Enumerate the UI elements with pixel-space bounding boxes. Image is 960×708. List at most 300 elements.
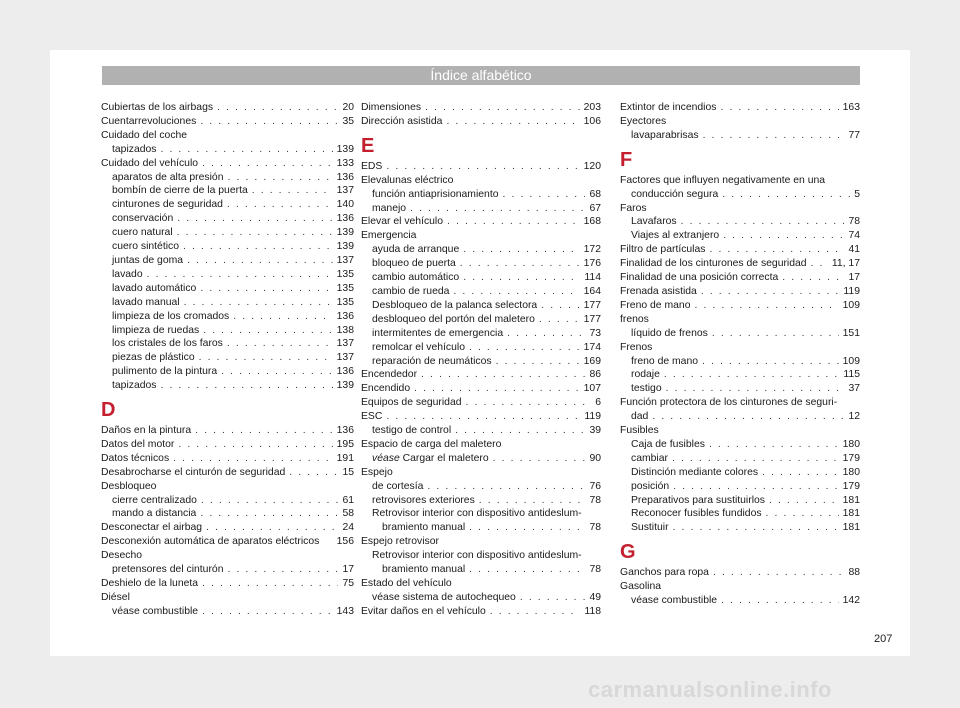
index-heading: Gasolina <box>620 581 662 593</box>
index-entry-term: retrovisores exteriores <box>372 494 475 506</box>
dot-leader <box>463 243 579 257</box>
dot-leader <box>160 143 332 157</box>
index-entry <box>620 299 860 313</box>
index-entry-term: Freno de mano <box>620 299 691 311</box>
dot-leader <box>463 271 580 285</box>
index-entry <box>361 424 601 438</box>
index-entry <box>620 229 860 243</box>
section-letter: F <box>620 148 633 171</box>
index-entry-page: 133 <box>336 157 354 169</box>
index-entry-page: 49 <box>589 591 601 603</box>
index-entry-page: 176 <box>583 258 601 270</box>
index-entry <box>361 452 601 466</box>
index-entry-page: 109 <box>842 355 860 367</box>
index-entry-term: Frenada asistida <box>620 285 697 297</box>
dot-leader <box>289 466 338 480</box>
index-entry-page: 137 <box>336 352 354 364</box>
dot-leader <box>427 480 585 494</box>
index-entry <box>620 480 860 494</box>
index-heading: Emergencia <box>361 230 417 242</box>
dot-leader <box>386 410 580 424</box>
index-entry-page: 37 <box>848 383 860 395</box>
index-entry-term: Cubiertas de los airbags <box>101 102 214 113</box>
index-entry-page: 140 <box>336 199 354 211</box>
index-entry-page: 181 <box>842 522 860 534</box>
index-entry-term: Evitar daños en el vehículo <box>361 605 486 617</box>
index-entry-page: 6 <box>595 397 601 409</box>
index-entry-page: 20 <box>342 102 354 113</box>
index-entry-term: Daños en la pintura <box>101 425 192 437</box>
dot-leader <box>228 171 333 185</box>
index-entry-page: 180 <box>842 466 860 478</box>
dot-leader <box>496 355 580 369</box>
dot-leader <box>782 271 844 285</box>
dot-leader <box>479 494 586 508</box>
index-entry-term: piezas de plástico <box>112 352 195 364</box>
index-entry-term: Deshielo de la luneta <box>101 578 199 589</box>
index-entry <box>101 452 354 466</box>
index-entry-term: Distinción mediante colores <box>631 466 759 478</box>
index-entry-page: 203 <box>583 102 601 113</box>
dot-leader <box>227 563 338 577</box>
index-entry-term: Caja de fusibles <box>631 438 705 450</box>
index-entry-term: véase sistema de autochequeo <box>372 591 516 603</box>
index-entry-page: 195 <box>336 438 354 450</box>
index-entry <box>101 310 354 324</box>
index-entry <box>101 535 354 549</box>
dot-leader <box>183 240 333 254</box>
index-entry-page: 86 <box>589 369 601 381</box>
index-entry <box>361 271 601 285</box>
dot-leader <box>811 257 828 271</box>
index-entry-page: 88 <box>848 567 860 579</box>
index-entry <box>620 566 860 580</box>
dot-leader <box>723 229 844 243</box>
index-entry-page: 191 <box>336 452 354 464</box>
dot-leader <box>766 507 839 521</box>
section-letter: D <box>101 399 116 422</box>
index-entry <box>620 438 860 452</box>
index-entry-term: Filtro de partículas <box>620 244 706 256</box>
index-entry-term: desbloqueo del portón del maletero <box>372 313 535 325</box>
index-entry <box>620 507 860 521</box>
index-entry-page: 136 <box>336 310 354 322</box>
index-entry-term: Desbloqueo de la palanca selectora <box>372 299 538 311</box>
index-entry-page: 163 <box>842 102 860 113</box>
index-entry-term: Cuidado del vehículo <box>101 157 199 169</box>
index-entry-page: 180 <box>842 438 860 450</box>
index-entry <box>101 494 354 508</box>
index-entry-page: 41 <box>848 244 860 256</box>
index-entry <box>620 101 860 115</box>
index-entry-page: 109 <box>842 299 860 311</box>
section-letter: G <box>620 541 636 564</box>
dot-leader <box>227 337 333 351</box>
dot-leader <box>447 215 580 229</box>
dot-leader <box>664 368 840 382</box>
index-entry-term: los cristales de los faros <box>112 338 223 350</box>
index-entry <box>101 101 354 115</box>
index-entry-term: aparatos de alta presión <box>112 171 224 183</box>
dot-leader <box>202 605 333 619</box>
index-entry-page: 90 <box>589 452 601 464</box>
index-entry-term: Reconocer fusibles fundidos <box>631 508 762 520</box>
index-entry <box>101 143 354 157</box>
index-entry <box>620 521 860 535</box>
index-entry <box>361 313 601 327</box>
index-entry <box>361 563 601 577</box>
index-entry-term: cambiar <box>631 452 668 464</box>
dot-leader <box>195 424 333 438</box>
index-entry <box>620 327 860 341</box>
dot-leader <box>673 480 839 494</box>
index-entry <box>101 507 354 521</box>
index-entry <box>101 577 354 591</box>
index-entry <box>620 594 860 608</box>
index-entry-term: conducción segura <box>631 188 719 200</box>
dot-leader <box>709 243 844 257</box>
index-entry-term: bramiento manual <box>382 522 466 534</box>
index-entry-page: 5 <box>854 188 860 200</box>
dot-leader <box>160 379 332 393</box>
index-entry <box>101 115 354 129</box>
index-entry-page: 156 <box>336 536 354 548</box>
index-entry-page: 11, 17 <box>831 258 860 270</box>
index-entry-page: 179 <box>842 452 860 464</box>
index-entry-term: Encendido <box>361 383 411 395</box>
index-entry-term: Finalidad de los cinturones de seguridad <box>620 258 807 270</box>
index-entry-page: 39 <box>589 425 601 437</box>
index-entry-term: Ganchos para ropa <box>620 567 709 579</box>
index-entry-term: EDS <box>361 160 383 172</box>
index-heading: Estado del vehículo <box>361 578 452 589</box>
index-entry-term: cuero natural <box>112 227 173 239</box>
index-entry-term: freno de mano <box>631 355 699 367</box>
index-entry <box>101 337 354 351</box>
index-entry <box>101 379 354 393</box>
index-heading: Desbloqueo <box>101 480 157 492</box>
index-entry-term: Elevar el vehículo <box>361 216 444 228</box>
dot-leader <box>200 507 338 521</box>
index-entry-term: juntas de goma <box>112 254 184 266</box>
index-entry <box>361 368 601 382</box>
dot-leader <box>460 257 580 271</box>
dot-leader <box>703 129 845 143</box>
index-entry-term: rodaje <box>631 369 660 381</box>
index-heading: Eyectores <box>620 115 667 127</box>
index-entry-page: 179 <box>842 480 860 492</box>
index-entry-term: Equipos de seguridad <box>361 397 462 409</box>
dot-leader <box>199 351 333 365</box>
index-entry <box>101 296 354 310</box>
see-reference-target: Cargar el maletero <box>399 452 489 464</box>
index-entry <box>101 240 354 254</box>
page-header-title: Índice alfabético <box>102 66 860 85</box>
index-entry-term: Desconexión automática de aparatos eléctricos <box>101 536 320 548</box>
index-entry-term: reparación de neumáticos <box>372 355 492 367</box>
index-column-2 <box>361 101 601 619</box>
dot-leader <box>720 101 838 115</box>
index-entry-page: 115 <box>843 369 860 381</box>
index-entry-term: Sustituir <box>631 522 669 534</box>
index-entry <box>361 591 601 605</box>
index-entry-term: pulimento de la pintura <box>112 366 218 378</box>
index-entry-term: Desabrocharse el cinturón de seguridad <box>101 466 286 478</box>
index-entry-page: 138 <box>336 324 354 336</box>
index-entry-page: 139 <box>336 143 354 155</box>
index-entry-page: 164 <box>583 285 601 297</box>
index-entry-term: cuero sintético <box>112 241 179 253</box>
index-entry <box>101 605 354 619</box>
index-entry-page: 67 <box>589 202 601 214</box>
index-entry-page: 172 <box>583 244 601 256</box>
index-entry-page: 142 <box>842 595 860 607</box>
index-entry-term: bloqueo de puerta <box>372 258 456 270</box>
see-reference: véase <box>372 452 400 464</box>
index-entry-page: 135 <box>336 296 354 308</box>
index-entry <box>101 268 354 282</box>
index-entry <box>620 410 860 424</box>
index-entry <box>101 351 354 365</box>
index-entry-term: función antiaprisionamiento <box>372 188 499 200</box>
index-entry <box>361 605 601 619</box>
index-entry-page: 136 <box>336 171 354 183</box>
index-heading: Espacio de carga del maletero <box>361 438 502 450</box>
index-entry <box>361 327 601 341</box>
index-entry <box>361 257 601 271</box>
index-entry-term: pretensores del cinturón <box>112 564 224 576</box>
index-heading: Espejo <box>361 466 393 478</box>
index-entry <box>620 355 860 369</box>
dot-leader <box>177 226 333 240</box>
dot-leader <box>252 184 333 198</box>
index-entry <box>620 129 860 143</box>
index-entry-term: Finalidad de una posición correcta <box>620 272 779 284</box>
index-entry-page: 77 <box>848 129 860 141</box>
dot-leader <box>202 157 333 171</box>
dot-leader <box>469 563 585 577</box>
index-heading: Retrovisor interior con dispositivo antideslum- <box>372 508 582 520</box>
dot-leader <box>217 101 338 115</box>
dot-leader <box>469 521 585 535</box>
index-entry <box>101 438 354 452</box>
index-entry <box>361 480 601 494</box>
index-entry <box>101 521 354 535</box>
index-entry-page: 137 <box>336 185 354 197</box>
index-heading: Espejo retrovisor <box>361 536 439 548</box>
index-entry <box>620 243 860 257</box>
index-entry-page: 119 <box>843 285 860 297</box>
index-entry-page: 135 <box>336 268 354 280</box>
index-heading: Frenos <box>620 341 653 353</box>
index-entry-term: lavaparabrisas <box>631 129 699 141</box>
index-entry-page: 74 <box>848 230 860 242</box>
dot-leader <box>221 365 333 379</box>
index-entry-page: 58 <box>342 508 354 520</box>
index-entry <box>620 452 860 466</box>
dot-leader <box>507 327 585 341</box>
index-entry <box>101 324 354 338</box>
dot-leader <box>490 605 581 619</box>
index-entry-term: lavado <box>112 268 143 280</box>
index-entry-page: 78 <box>848 216 860 228</box>
index-entry <box>620 188 860 202</box>
dot-leader <box>539 313 580 327</box>
index-entry-page: 143 <box>336 605 354 617</box>
index-entry <box>620 257 860 271</box>
dot-leader <box>453 285 579 299</box>
index-heading: Cuidado del coche <box>101 129 188 141</box>
dot-leader <box>712 327 839 341</box>
index-entry <box>361 101 601 115</box>
index-entry-term: Datos técnicos <box>101 452 170 464</box>
index-entry-term: Desconectar el airbag <box>101 522 203 534</box>
dot-leader <box>414 382 580 396</box>
index-entry-page: 177 <box>583 299 601 311</box>
index-entry-page: 75 <box>342 578 354 589</box>
index-entry-page: 12 <box>848 411 860 423</box>
index-entry-term: cinturones de seguridad <box>112 199 223 211</box>
dot-leader <box>147 268 333 282</box>
index-entry-term: bombín de cierre de la puerta <box>112 185 248 197</box>
dot-leader <box>233 310 332 324</box>
index-entry <box>361 160 601 174</box>
page-number: 207 <box>874 633 893 645</box>
dot-leader <box>202 577 338 591</box>
index-entry <box>361 215 601 229</box>
index-entry-page: 151 <box>842 327 860 339</box>
dot-leader <box>200 115 338 129</box>
index-column-1 <box>101 101 354 619</box>
index-entry-term: mando a distancia <box>112 508 197 520</box>
section-letter: E <box>361 134 375 157</box>
index-entry-term: tapizados <box>112 380 157 392</box>
index-entry-term: ayuda de arranque <box>372 244 460 256</box>
index-heading: Fusibles <box>620 425 659 437</box>
dot-leader <box>201 494 339 508</box>
dot-leader <box>206 521 338 535</box>
index-entry-term: Dirección asistida <box>361 115 443 127</box>
index-entry-page: 17 <box>848 272 860 284</box>
index-entry-page: 76 <box>589 480 601 492</box>
index-entry-page: 15 <box>342 466 354 478</box>
index-entry-term: remolcar el vehículo <box>372 341 465 353</box>
dot-leader <box>701 285 840 299</box>
index-entry <box>361 341 601 355</box>
index-entry-page: 118 <box>584 605 601 617</box>
index-entry-page: 119 <box>584 411 601 423</box>
dot-leader <box>672 452 839 466</box>
index-entry <box>361 382 601 396</box>
index-entry <box>101 212 354 226</box>
dot-leader <box>177 212 332 226</box>
index-entry-term: Lavafaros <box>631 216 677 228</box>
dot-leader <box>466 396 592 410</box>
index-entry-term: intermitentes de emergencia <box>372 327 504 339</box>
dot-leader <box>184 296 333 310</box>
dot-leader <box>721 594 839 608</box>
index-entry <box>101 563 354 577</box>
index-column-3 <box>620 101 860 608</box>
index-entry-term: limpieza de los cromados <box>112 310 230 322</box>
index-entry-term: dad <box>631 411 649 423</box>
index-entry-term: bramiento manual <box>382 564 466 576</box>
index-entry-page: 135 <box>336 282 354 294</box>
index-entry-page: 136 <box>336 366 354 378</box>
index-entry-term: Extintor de incendios <box>620 102 717 113</box>
index-heading: frenos <box>620 313 649 325</box>
index-entry-term: tapizados <box>112 143 157 155</box>
index-entry <box>620 215 860 229</box>
index-entry <box>361 115 601 129</box>
index-entry <box>361 494 601 508</box>
dot-leader <box>469 341 580 355</box>
index-heading: Función protectora de los cinturones de seguri- <box>620 397 838 409</box>
dot-leader <box>541 299 579 313</box>
index-entry <box>620 494 860 508</box>
dot-leader <box>681 215 845 229</box>
index-entry-term: Cuentarrevoluciones <box>101 115 197 127</box>
dot-leader <box>769 494 839 508</box>
index-entry-page: 78 <box>589 494 601 506</box>
index-entry-term: testigo de control <box>372 425 452 437</box>
index-entry <box>361 355 601 369</box>
dot-leader <box>520 591 586 605</box>
index-entry <box>101 171 354 185</box>
index-entry-term: véase combustible <box>631 595 718 607</box>
index-heading: Diésel <box>101 591 130 603</box>
index-entry-page: 107 <box>583 383 601 395</box>
index-entry-page: 106 <box>583 115 601 127</box>
dot-leader <box>762 466 839 480</box>
index-entry-page: 68 <box>589 188 601 200</box>
index-heading: Factores que influyen negativamente en una <box>620 174 826 186</box>
index-entry <box>620 382 860 396</box>
dot-leader <box>709 438 839 452</box>
dot-leader <box>446 115 579 129</box>
index-heading: Faros <box>620 202 647 214</box>
dot-leader <box>666 382 845 396</box>
index-entry-term: líquido de frenos <box>631 327 708 339</box>
index-entry <box>620 368 860 382</box>
index-entry-page: 174 <box>583 341 601 353</box>
dot-leader <box>173 452 333 466</box>
index-entry <box>101 424 354 438</box>
index-entry-page: 137 <box>336 338 354 350</box>
index-entry <box>361 202 601 216</box>
index-entry-term: ESC <box>361 411 383 423</box>
index-entry-term: testigo <box>631 383 662 395</box>
index-entry <box>361 396 601 410</box>
watermark-logo: carmanualsonline.info <box>588 677 832 702</box>
dot-leader <box>493 452 586 466</box>
dot-leader <box>652 410 844 424</box>
index-entry-term: limpieza de ruedas <box>112 324 200 336</box>
index-entry-term: Preparativos para sustituirlos <box>631 494 765 506</box>
index-entry-term: manejo <box>372 202 407 214</box>
index-entry-page: 181 <box>842 508 860 520</box>
index-entry <box>101 198 354 212</box>
index-entry-page: 137 <box>336 254 354 266</box>
index-entry-page: 73 <box>589 327 601 339</box>
index-heading: Retrovisor interior con dispositivo antideslum- <box>372 550 582 562</box>
index-entry-page: 114 <box>584 272 601 284</box>
dot-leader <box>410 202 585 216</box>
index-entry <box>620 466 860 480</box>
dot-leader <box>178 438 332 452</box>
index-entry-page: 78 <box>589 564 601 576</box>
index-entry-term: lavado automático <box>112 282 197 294</box>
